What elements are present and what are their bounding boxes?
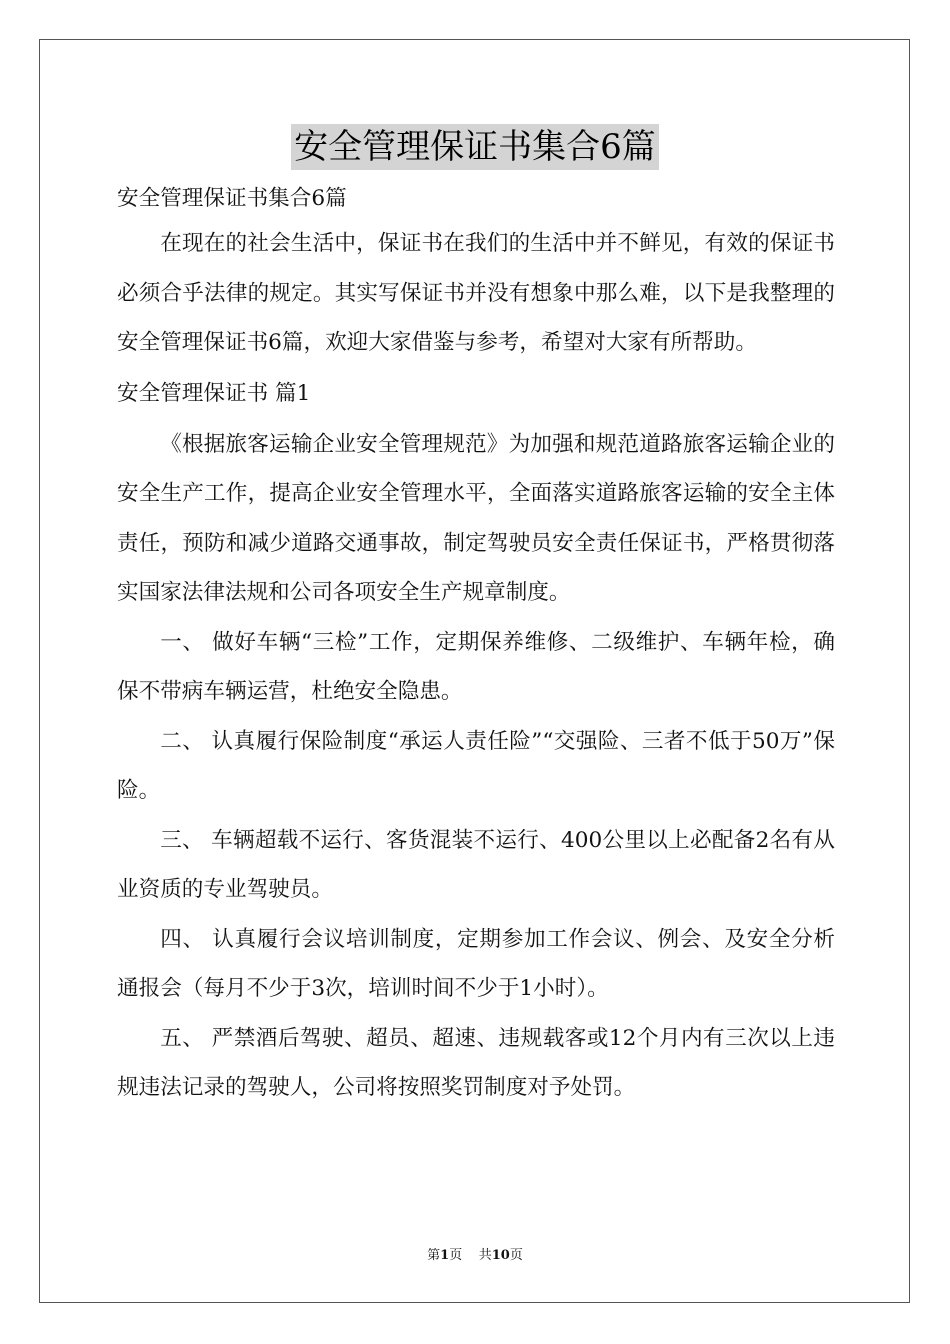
page-footer [0, 1247, 950, 1265]
clause-3: 三、 车辆超载不运行、客货混装不运行、400公里以上必配备2名有从业资质的专业驾驶员。 [117, 827, 835, 902]
section-heading: 安全管理保证书 篇1 [117, 380, 311, 406]
footer-mid: 页 共 [449, 1248, 492, 1263]
document-title: 安全管理保证书集合6篇 [291, 124, 659, 170]
clause-2: 二、 认真履行保险制度“承运人责任险”“交强险、三者不低于50万”保险。 [117, 728, 835, 803]
document-body [117, 179, 835, 1113]
footer-prefix: 第 [427, 1248, 441, 1263]
footer-suffix: 页 [509, 1248, 523, 1263]
clause-4: 四、 认真履行会议培训制度，定期参加工作会议、例会、及安全分析通报会（每月不少于3次，培训时间不少于1小时）。 [117, 926, 835, 1001]
title-container [0, 124, 950, 170]
clause-5: 五、 严禁酒后驾驶、超员、超速、违规载客或12个月内有三次以上违规违法记录的驾驶人，公司将按照奖罚制度对予处罚。 [117, 1025, 835, 1100]
footer-total-pages: 10 [491, 1248, 510, 1263]
intro-paragraph: 在现在的社会生活中，保证书在我们的生活中并不鲜见，有效的保证书必须合乎法律的规定。其实写保证书并没有想象中那么难，以下是我整理的安全管理保证书6篇，欢迎大家借鉴与参考，希望对大家有所帮助。 [117, 231, 835, 355]
footer-page-number: 1 [440, 1248, 450, 1263]
body-paragraph: 《根据旅客运输企业安全管理规范》为加强和规范道路旅客运输企业的安全生产工作，提高企业安全管理水平，全面落实道路旅客运输的安全主体责任，预防和减少道路交通事故，制定驾驶员安全责任保证书，严格贯彻落实国家法律法规和公司各项安全生产规章制度。 [117, 431, 835, 605]
clause-1: 一、 做好车辆“三检”工作，定期保养维修、二级维护、车辆年检，确保不带病车辆运营，杜绝安全隐患。 [117, 629, 835, 704]
document-subtitle: 安全管理保证书集合6篇 [117, 186, 347, 211]
